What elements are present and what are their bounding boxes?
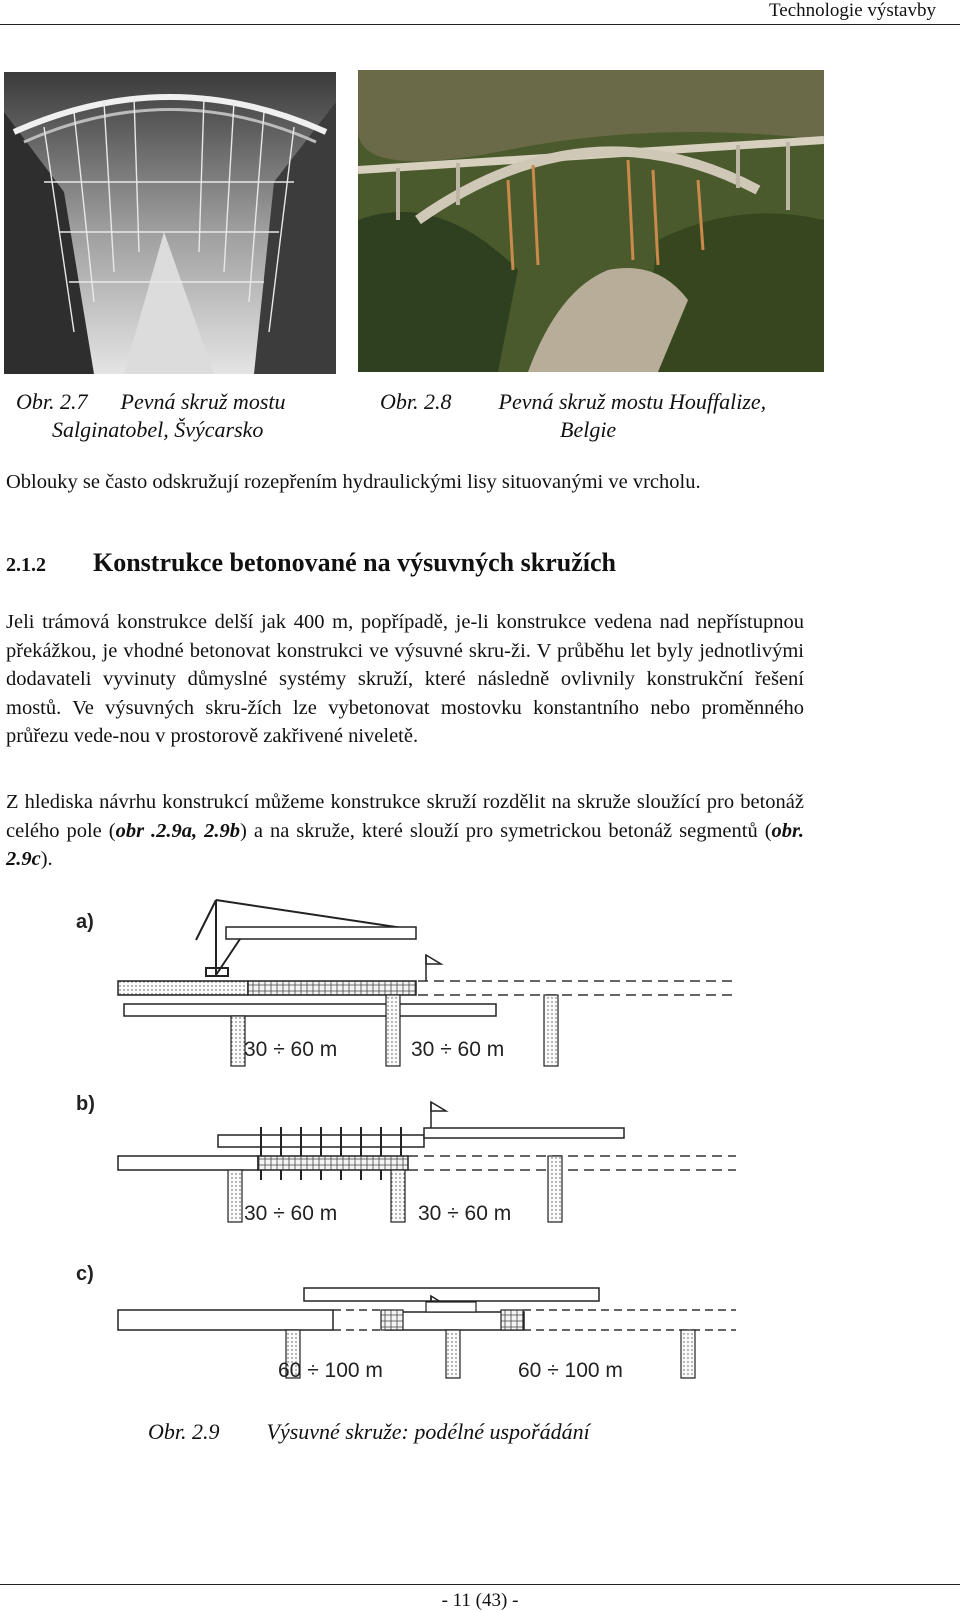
figure-number: Obr. 2.8 — [380, 389, 452, 414]
header-divider — [0, 24, 960, 25]
figure-number: Obr. 2.9 — [148, 1419, 220, 1444]
paragraph-arches: Oblouky se často odskružují rozepřením hydraulickými lisy situovanými ve vrcholu. — [6, 471, 701, 493]
diagram-label-a: a) — [76, 911, 94, 933]
figure-number: Obr. 2.7 — [16, 389, 88, 414]
section-title: Konstrukce betonované na výsuvných skružích — [93, 548, 616, 577]
figure-caption-2-9 — [148, 1418, 748, 1446]
span-label: 60 ÷ 100 m — [518, 1359, 623, 1382]
text-run: Z hlediska návrhu konstrukcí můžeme konstrukce skruží rozdělit na skruže sloužící pro betonáž celého pole ( — [6, 791, 804, 842]
section-heading — [6, 548, 616, 578]
figure-title: Pevná skruž mostu — [120, 389, 286, 414]
photo-houffalize — [358, 70, 824, 372]
text-run: ) a na skruže, které slouží pro symetrickou betonáž segmentů ( — [240, 819, 772, 842]
figure-title: Pevná skruž mostu Houffalize, — [498, 389, 767, 414]
running-header: Technologie výstavby — [769, 0, 936, 21]
page-number: - 11 (43) - — [441, 1590, 519, 1611]
diagram-label-b: b) — [76, 1093, 95, 1115]
span-label: 30 ÷ 60 m — [411, 1038, 505, 1061]
paragraph-sliding-formwork: Jeli trámová konstrukce delší jak 400 m, popřípadě, je-li konstrukce vedena nad nepřístupnou překážkou, je vhodné betonovat konstrukci ve výsuvné skru-ži. V průběhu let byly jednotlivými dodavateli vyvinuty důmyslné systémy skruží, které následně ovlivnily konstrukční řešení mostů. Ve výsuvných skru-žích lze vybetonovat mostovku konstantního nebo proměnného průřezu vede-nou v prostorově zakřivené niveletě. — [6, 611, 804, 747]
figure-title: Výsuvné skruže: podélné uspořádání — [266, 1419, 590, 1444]
photo-salginatobel — [4, 72, 336, 374]
section-number: 2.1.2 — [6, 554, 46, 576]
figure-reference: obr .2.9a, 2.9b — [115, 819, 241, 842]
span-label: 30 ÷ 60 m — [418, 1202, 512, 1225]
text-run: ). — [40, 848, 53, 870]
figure-reference: obr. 2.9c — [6, 819, 805, 870]
span-label: 60 ÷ 100 m — [278, 1359, 383, 1382]
figure-title-line2: Salginatobel, Švýcarsko — [52, 417, 264, 442]
figure-caption-2-7 — [16, 388, 356, 444]
figure-caption-2-8 — [380, 388, 820, 444]
paragraph-formwork-types — [6, 788, 804, 874]
diagram-sliding-formwork — [46, 880, 736, 1405]
figure-title-line2: Belgie — [560, 417, 617, 442]
span-label: 30 ÷ 60 m — [244, 1202, 338, 1225]
formwork-girder — [226, 927, 416, 939]
footer-divider — [0, 1584, 960, 1585]
diagram-label-c: c) — [76, 1263, 94, 1285]
span-label: 30 ÷ 60 m — [244, 1038, 338, 1061]
